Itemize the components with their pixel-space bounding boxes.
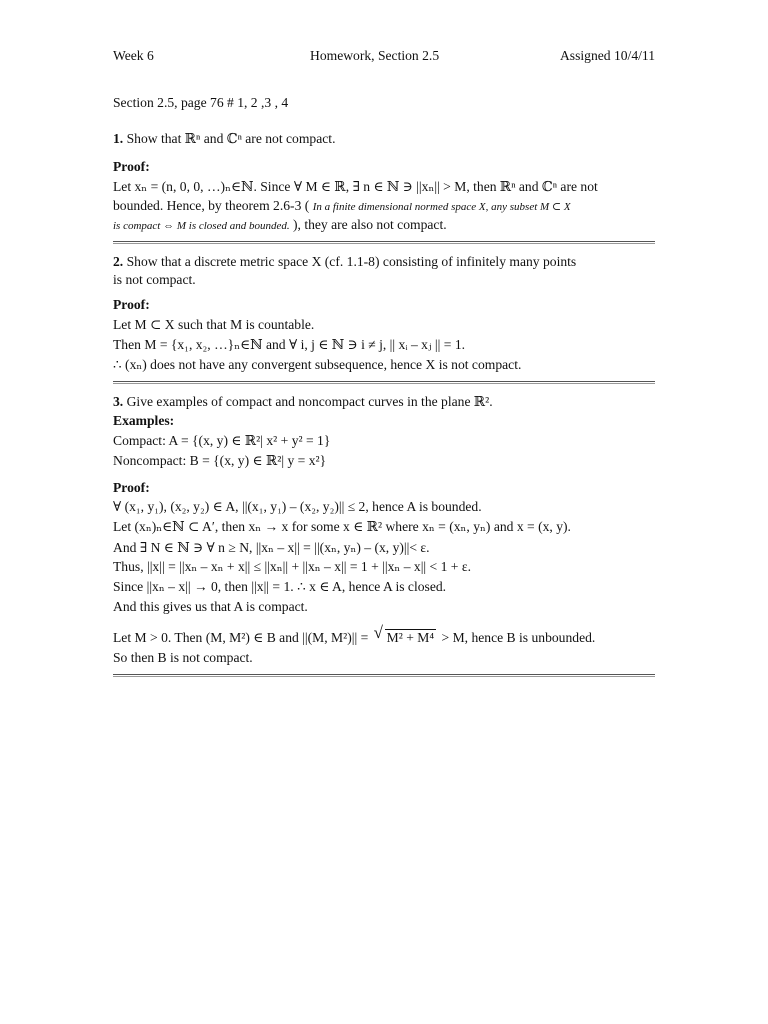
proof-line: ∴ (xₙ) does not have any convergent subsequence, hence X is not compact.	[113, 357, 522, 372]
proof-text: ), they are also not compact.	[293, 217, 447, 232]
proof-line: Let M ⊂ X such that M is countable.	[113, 317, 315, 332]
proof-line: Then M = {x₁, x₂, …}ₙ∈ℕ and ∀ i, j ∈ ℕ ∋ i ≠ j, || xᵢ – xⱼ || = 1.	[113, 337, 466, 352]
proof-line: Let (xₙ)ₙ∈ℕ ⊂ A′, then xₙ → x for some x ∈ ℝ² where xₙ = (xₙ, yₙ) and x = (x, y).	[113, 519, 571, 534]
problem-text: Show that a discrete metric space X (cf. 1.1-8) consisting of infinitely many points	[126, 254, 577, 269]
problem-3-statement	[113, 393, 493, 410]
conclusion-line: So then B is not compact.	[113, 650, 253, 665]
problem-text: Give examples of compact and noncompact curves in the plane ℝ².	[126, 394, 493, 409]
proof-text: bounded. Hence, by theorem 2.6-3 (	[113, 198, 310, 213]
divider	[113, 241, 655, 244]
problem-number: 2.	[113, 254, 124, 269]
proof-label: Proof:	[113, 297, 150, 312]
week-label: Week 6	[113, 48, 154, 63]
proof-line: And this gives us that A is compact.	[113, 599, 308, 614]
proof-line: Since ||xₙ – x|| → 0, then ||x|| = 1. ∴ x ∈ A, hence A is closed.	[113, 579, 447, 594]
compact-example: Compact: A = {(x, y) ∈ ℝ²| x² + y² = 1}	[113, 433, 331, 448]
proof-text: Let M > 0. Then (M, M²) ∈ B and ||(M, M²)|| =	[113, 630, 369, 645]
radicand: M² + M⁴	[386, 630, 435, 645]
proof-text: > M, hence B is unbounded.	[441, 630, 596, 645]
assigned-date: Assigned 10/4/11	[559, 48, 655, 63]
problem-number: 1.	[113, 131, 124, 146]
problem-1-statement	[113, 130, 335, 147]
square-root	[373, 623, 436, 646]
theorem-note: In a finite dimensional normed space X, any subset M ⊂ X	[312, 201, 571, 213]
divider	[113, 674, 655, 677]
unbounded-line	[113, 623, 596, 646]
examples-label: Examples:	[113, 413, 175, 428]
proof-line: Thus, ||x|| = ||xₙ – xₙ + x|| ≤ ||xₙ|| + ||xₙ – x|| = 1 + ||xₙ – x|| < 1 + ε.	[113, 559, 471, 574]
problem-text: Show that ℝⁿ and ℂⁿ are not compact.	[126, 131, 336, 146]
section-reference: Section 2.5, page 76 # 1, 2 ,3 , 4	[113, 95, 289, 110]
proof-label: Proof:	[113, 159, 150, 174]
page-header	[113, 48, 655, 66]
problem-number: 3.	[113, 394, 124, 409]
proof-line	[113, 216, 447, 235]
proof-line: Let xₙ = (n, 0, 0, …)ₙ∈ℕ. Since ∀ M ∈ ℝ, ∃ n ∈ ℕ ∋ ||xₙ|| > M, then ℝⁿ and ℂⁿ are not	[113, 179, 598, 194]
radical-sign-icon: √	[373, 623, 383, 642]
divider	[113, 381, 655, 384]
theorem-note: is compact ⇔ M is closed and bounded.	[113, 220, 290, 232]
proof-line: And ∃ N ∈ ℕ ∋ ∀ n ≥ N, ||xₙ – x|| = ||(xₙ, yₙ) – (x, y)||< ε.	[113, 540, 430, 555]
proof-line: ∀ (x₁, y₁), (x₂, y₂) ∈ A, ||(x₁, y₁) – (x₂, y₂)|| ≤ 2, hence A is bounded.	[113, 499, 482, 514]
homework-title: Homework, Section 2.5	[310, 48, 440, 63]
proof-line	[113, 197, 571, 216]
noncompact-example: Noncompact: B = {(x, y) ∈ ℝ²| y = x²}	[113, 453, 327, 468]
proof-label: Proof:	[113, 480, 150, 495]
problem-text: is not compact.	[113, 272, 196, 287]
problem-2-statement	[113, 253, 576, 270]
